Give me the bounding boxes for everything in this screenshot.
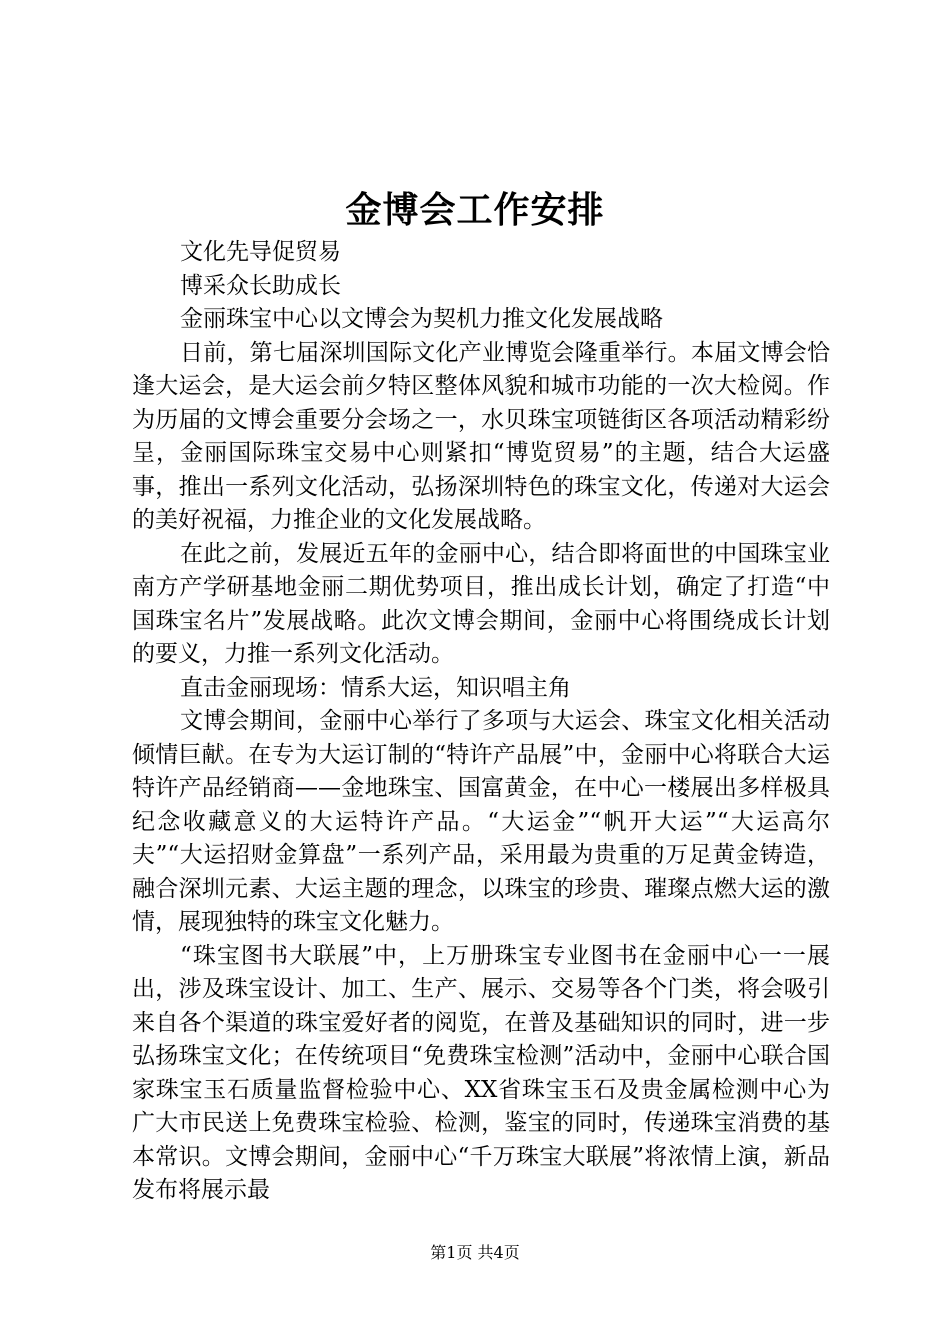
page-footer: 第1页 共4页	[430, 1243, 520, 1262]
paragraph-1: 文化先导促贸易	[180, 239, 341, 265]
document-body	[132, 236, 830, 1208]
paragraph-8: “珠宝图书大联展”中，上万册珠宝专业图书在金丽中心一一展出，涉及珠宝设计、加工、生产、展示、交易等各个门类，将会吸引来自各个渠道的珠宝爱好者的阅览，在普及基础知识的同时，进一步弘扬珠宝文化；在传统项目“免费珠宝检测”活动中，金丽中心联合国家珠宝玉石质量监督检验中心、XX省珠宝玉石及贵金属检测中心为广大市民送上免费珠宝检验、检测，鉴宝的同时，传递珠宝消费的基本常识。文博会期间，金丽中心“千万珠宝大联展”将浓情上演，新品发布将展示最	[132, 942, 830, 1203]
paragraph-6: 直击金丽现场：情系大运，知识唱主角	[180, 674, 571, 701]
paragraph-4: 日前，第七届深圳国际文化产业博览会隆重举行。本届文博会恰逢大运会，是大运会前夕特区整体风貌和城市功能的一次大检阅。作为历届的文博会重要分会场之一，水贝珠宝项链街区各项活动精彩纷呈，金丽国际珠宝交易中心则紧扣“博览贸易”的主题，结合大运盛事，推出一系列文化活动，弘扬深圳特色的珠宝文化，传递对大运会的美好祝福，力推企业的文化发展战略。	[132, 339, 830, 533]
paragraph-3: 金丽珠宝中心以文博会为契机力推文化发展战略	[180, 306, 663, 332]
paragraph-7: 文博会期间，金丽中心举行了多项与大运会、珠宝文化相关活动倾情巨献。在专为大运订制的“特许产品展”中，金丽中心将联合大运特许产品经销商——金地珠宝、国富黄金，在中心一楼展出多样极具纪念收藏意义的大运特许产品。“大运金”“帆开大运”“大运高尔夫”“大运招财金算盘”一系列产品，采用最为贵重的万足黄金铸造，融合深圳元素、大运主题的理念，以珠宝的珍贵、璀璨点燃大运的激情，展现独特的珠宝文化魅力。	[132, 708, 830, 935]
document-title: 金博会工作安排	[345, 189, 605, 231]
paragraph-2: 博采众长助成长	[180, 272, 341, 299]
paragraph-5: 在此之前，发展近五年的金丽中心，结合即将面世的中国珠宝业南方产学研基地金丽二期优势项目，推出成长计划，确定了打造“中国珠宝名片”发展战略。此次文博会期间，金丽中心将围绕成长计划的要义，力推一系列文化活动。	[132, 540, 830, 667]
